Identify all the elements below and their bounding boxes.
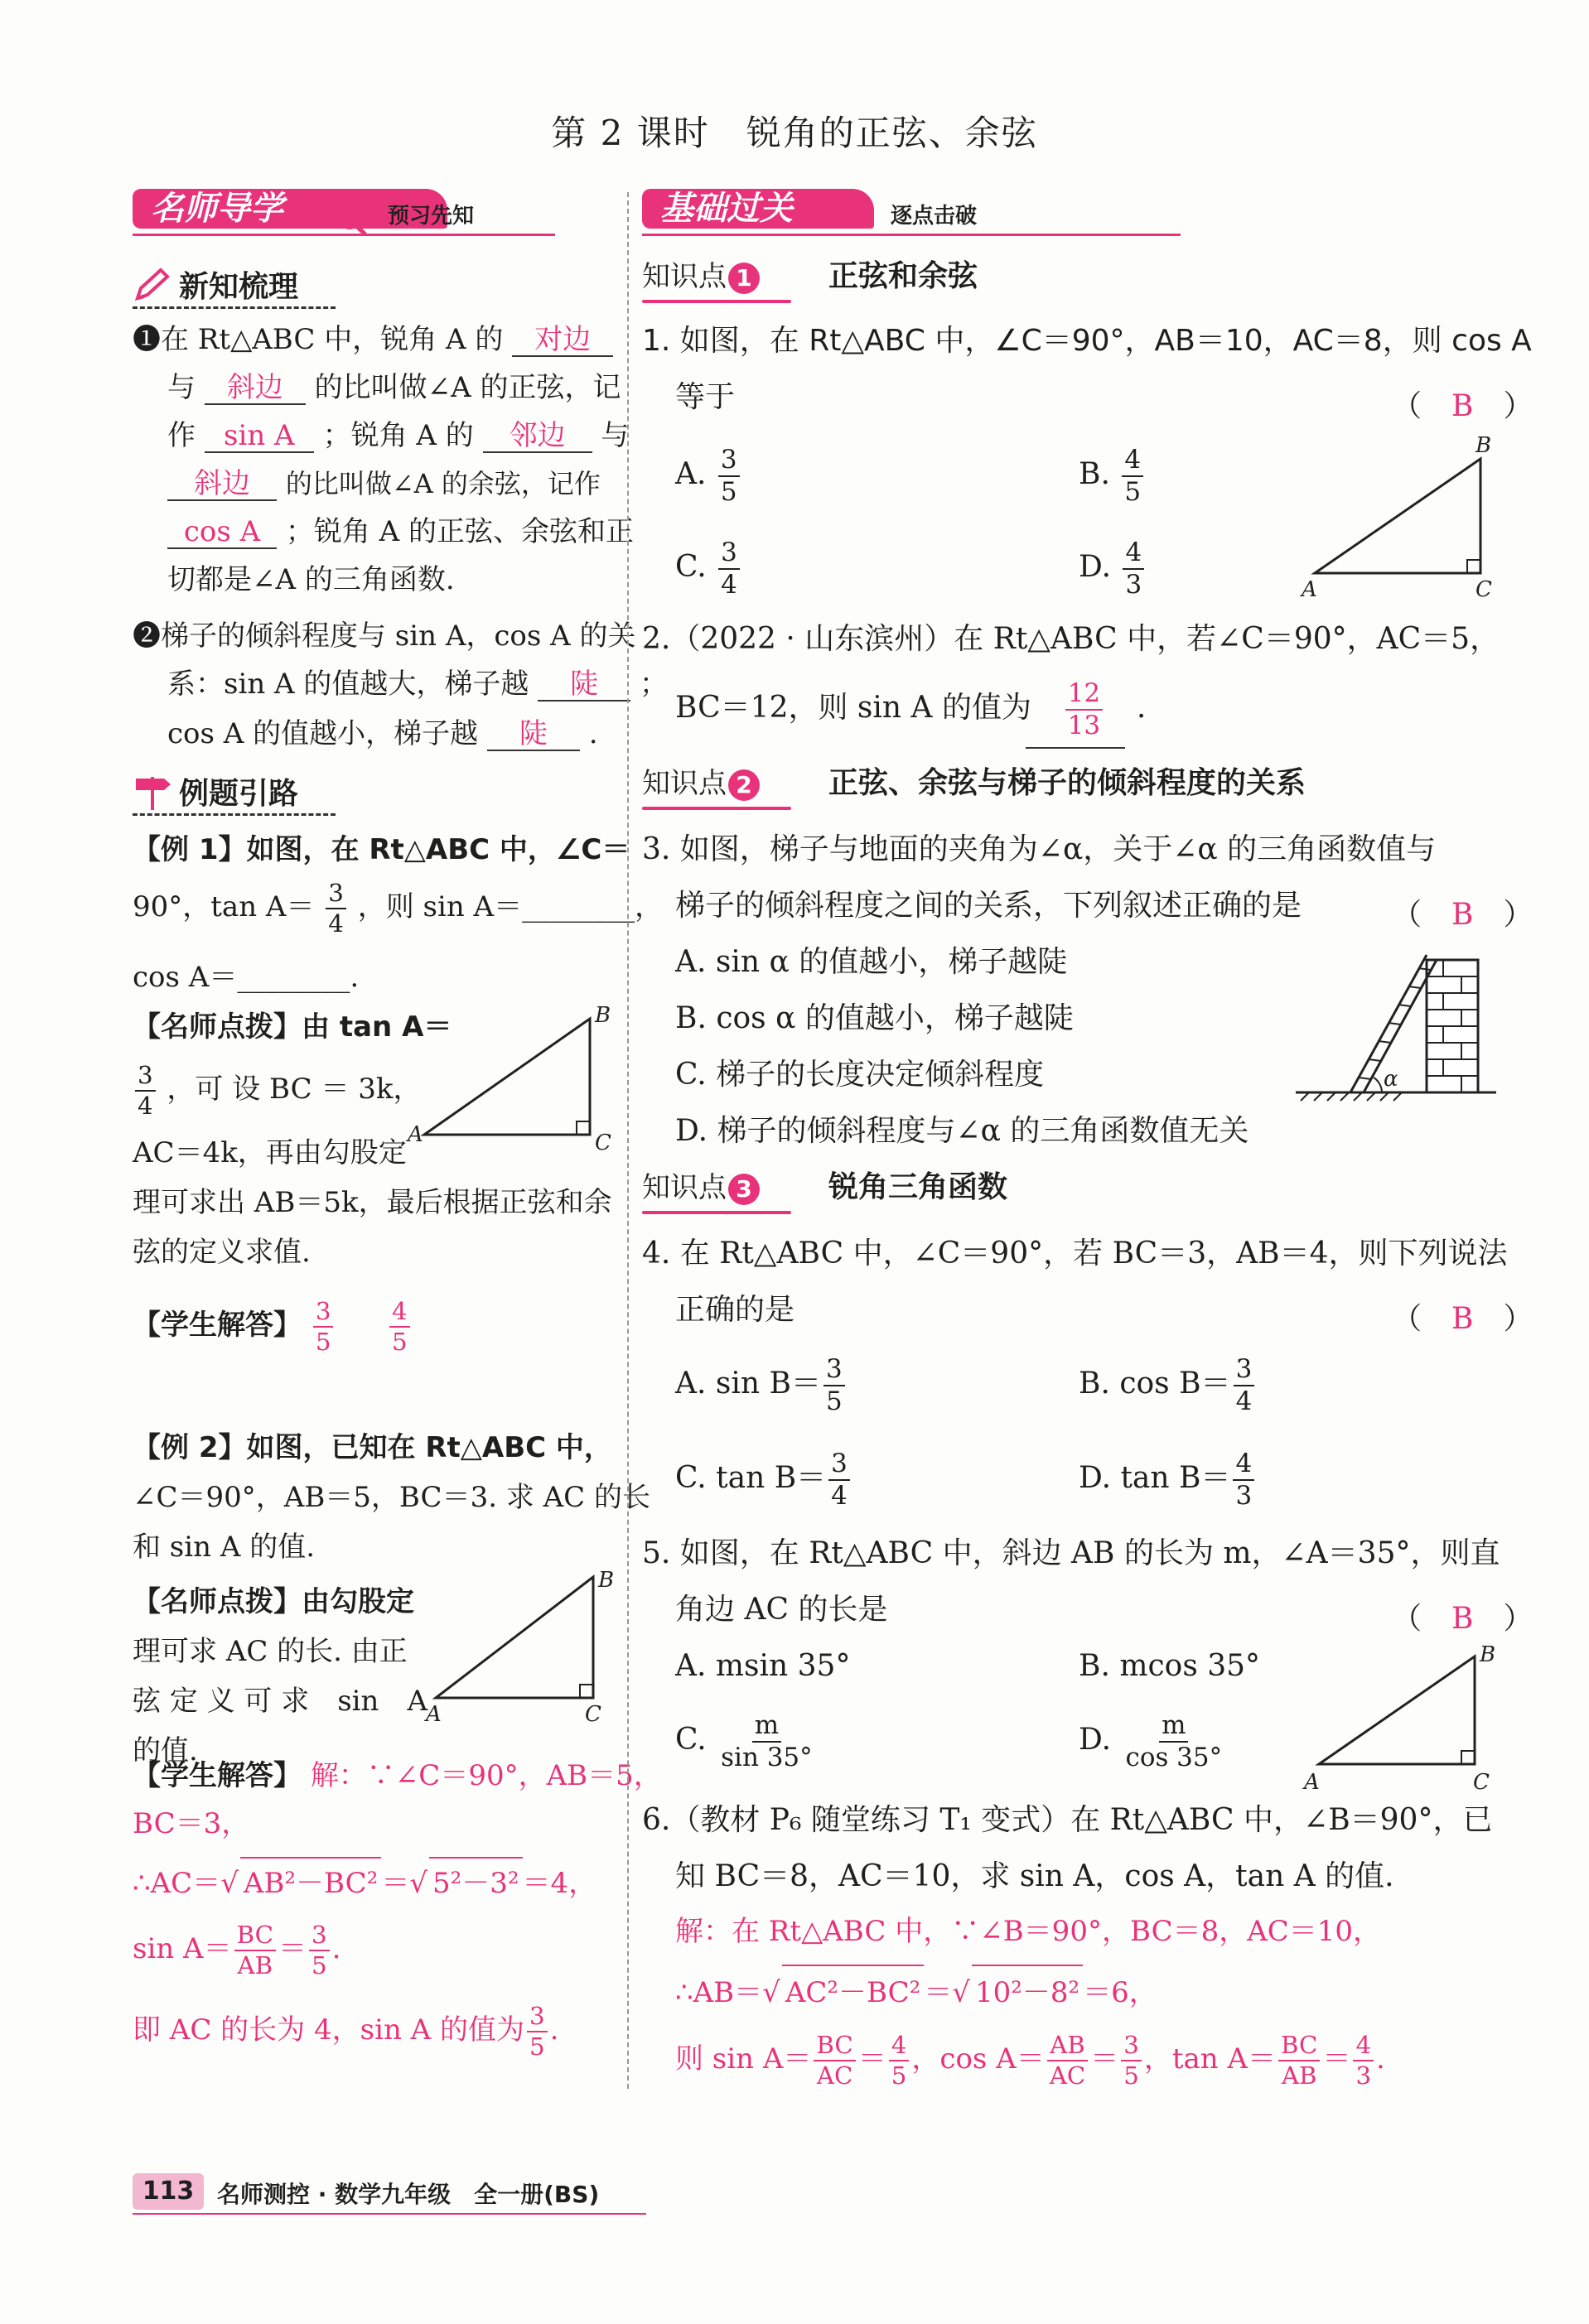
denominator: sin 35° xyxy=(721,1742,813,1772)
numerator: AB xyxy=(1047,2033,1088,2061)
denominator: 4 xyxy=(831,1480,848,1511)
q2-answer-fraction xyxy=(1065,678,1103,740)
q5-option-c xyxy=(675,1710,818,1772)
q2-line-1 xyxy=(642,613,1500,666)
vertex-label-b: B xyxy=(1480,1642,1496,1667)
frac-bc-ab xyxy=(1278,2030,1320,2090)
q6-line-2 xyxy=(675,1850,1394,1903)
sqrt-symbol: √ xyxy=(220,1867,239,1900)
kp-underline xyxy=(642,1211,791,1214)
triangle-figure-ex2 xyxy=(423,1565,621,1723)
triangle-figure-ex1 xyxy=(406,1002,613,1151)
q4-option-a xyxy=(675,1354,848,1416)
p2-line-1 xyxy=(133,611,636,661)
vertex-label-b: B xyxy=(595,1003,611,1028)
p2-line-2 xyxy=(167,659,668,709)
numerator: BC xyxy=(1278,2033,1320,2061)
hint1-line-4 xyxy=(133,1178,612,1227)
frac-bc-ac xyxy=(814,2030,855,2090)
frac-bc-ab xyxy=(234,1923,276,1978)
blank-hypotenuse-2: 斜边 xyxy=(167,470,277,501)
numerator: m xyxy=(752,1713,781,1743)
ex1-text: 【例 1】如图，在 Rt△ABC 中，∠C＝ xyxy=(133,833,630,866)
numerator: 4 xyxy=(1233,1451,1254,1481)
q5-option-d xyxy=(1079,1710,1227,1772)
vertex-label-b: B xyxy=(598,1568,615,1593)
ex1-tan-fraction xyxy=(326,881,346,936)
blank-sin-a: sin A xyxy=(205,422,314,453)
numerator: BC xyxy=(814,2033,855,2061)
p1-line-3 xyxy=(167,411,629,460)
radicand: AB²－BC² xyxy=(240,1857,381,1908)
p2-text: . xyxy=(588,717,598,750)
examples-heading-text: 例题引路 xyxy=(179,777,299,811)
q5-text: 5. 如图，在 Rt△ABC 中，斜边 AB 的长为 m，∠A＝35°，则直 xyxy=(642,1536,1500,1570)
q3-option-c xyxy=(675,1049,1044,1102)
knowledge-point-3 xyxy=(642,1169,1388,1216)
option-fraction xyxy=(718,1710,814,1772)
kp-tag xyxy=(642,258,760,295)
knowledge-point-1 xyxy=(642,258,1388,305)
column-divider xyxy=(627,192,629,2089)
p2-line-3 xyxy=(167,709,598,759)
hint2-line-3 xyxy=(133,1676,427,1726)
frac-4-5 xyxy=(889,2030,910,2090)
p2-text: ❷梯子的倾斜程度与 sin A，cos A 的关 xyxy=(133,620,636,653)
numerator: 3 xyxy=(828,1451,850,1481)
ex1-text: cos A＝________. xyxy=(133,961,360,994)
signpost-icon xyxy=(133,772,174,813)
student2-line-4: sin A＝ $\frac{BC}{AB}$ ＝ $\frac{3}{5}$ . xyxy=(133,1921,341,1980)
p1-text: 的比叫做∠A 的正弦，记 xyxy=(314,371,621,404)
q6-solution-line-2: ∴AB＝√ AC²－BC² ＝√ 10²－8² ＝6， xyxy=(675,1965,1157,2019)
vertex-label-c: C xyxy=(1473,1770,1490,1795)
triangle-figure-q5 xyxy=(1301,1640,1516,1797)
hint1-line-5 xyxy=(133,1227,311,1277)
numerator: m xyxy=(1159,1713,1188,1743)
numerator: 3 xyxy=(718,540,740,570)
numerator: 3 xyxy=(135,1063,156,1092)
student2-line-2 xyxy=(133,1799,249,1849)
kp-tag-text: 知识点 xyxy=(642,767,727,800)
blank-opposite-side: 对边 xyxy=(512,325,613,357)
footer-underline xyxy=(133,2213,646,2215)
pencil-icon xyxy=(133,267,172,303)
frac-3-5 xyxy=(309,1923,330,1978)
numerator: 3 xyxy=(823,1357,845,1386)
knowledge-point-2 xyxy=(642,765,1471,812)
option-text: B. mcos 35° xyxy=(1079,1649,1261,1683)
numerator: 4 xyxy=(1123,540,1144,570)
student2-text: ∴AC＝ xyxy=(133,1867,221,1900)
denominator: 4 xyxy=(721,569,737,600)
q4-option-c xyxy=(675,1451,852,1509)
student2-line-5: 即 AC 的长为 4，sin A 的值为 $\frac{3}{5}$ . xyxy=(133,2002,559,2061)
hint1-text: 弦的定义求值. xyxy=(133,1236,311,1269)
option-label: D. xyxy=(1079,1722,1112,1757)
q1-text: 1. 如图，在 Rt△ABC 中，∠C＝90°，AB＝10，AC＝8，则 cos A xyxy=(642,324,1532,358)
q1-text: 等于 xyxy=(675,380,736,414)
numerator: 4 xyxy=(389,1299,410,1328)
hint1-text: AC＝4k，再由勾股定 xyxy=(133,1136,407,1169)
vertex-label-a: A xyxy=(1302,577,1317,602)
denominator: AC xyxy=(816,2061,853,2090)
denominator: 5 xyxy=(392,1328,408,1356)
answer-letter: B xyxy=(1451,898,1474,932)
student1-answer xyxy=(133,1292,413,1358)
denominator: 5 xyxy=(529,2032,545,2061)
kp-tag xyxy=(642,1169,760,1206)
kp-number-badge: 3 xyxy=(728,1174,760,1205)
blank-steep-2: 陡 xyxy=(487,720,580,751)
left-banner-text: 名师导学 xyxy=(151,190,283,228)
answer-letter: B xyxy=(1451,1302,1474,1336)
left-banner-underline xyxy=(133,234,555,236)
right-section-header xyxy=(642,189,1181,237)
q2-answer-underline xyxy=(1026,747,1125,749)
q6-line-1 xyxy=(642,1794,1492,1847)
p1-line-6 xyxy=(167,555,455,605)
student-answer-label: 【学生解答】 xyxy=(133,1759,302,1792)
ex2-line-1 xyxy=(133,1423,612,1473)
blank-steep-1: 陡 xyxy=(538,670,630,702)
kp-title: 锐角三角函数 xyxy=(828,1170,1008,1204)
denominator: 5 xyxy=(720,476,737,507)
book-title: 名师测控 · 数学九年级 全一册(BS) xyxy=(217,2181,600,2208)
q2-text: 2.（2022 · 山东滨州）在 Rt△ABC 中，若∠C＝90°，AC＝5， xyxy=(642,622,1500,656)
p1-text: 与 xyxy=(167,371,196,404)
denominator: 4 xyxy=(1235,1386,1253,1416)
angle-alpha-label: α xyxy=(1384,1067,1398,1092)
frac-4-3 xyxy=(1353,2030,1374,2090)
student2-text: ＝4， xyxy=(522,1867,597,1900)
numerator: 3 xyxy=(1121,2033,1142,2061)
q6-solution-text: ，tan A＝ xyxy=(1143,2042,1277,2076)
hint2-text: 弦 定 义 可 求 sin A xyxy=(133,1685,428,1718)
hint1-fraction xyxy=(135,1061,156,1121)
q6-solution-text: 解：在 Rt△ABC 中，∵∠B＝90°，BC＝8，AC＝10， xyxy=(675,1915,1382,1948)
blank-cos-a: cos A xyxy=(167,518,277,549)
option-fraction xyxy=(823,1354,845,1416)
option-label: B. cos B＝ xyxy=(1079,1366,1231,1401)
option-text: A. sin α 的值越小，梯子越陡 xyxy=(675,945,1068,979)
answer-cos-a xyxy=(389,1296,410,1356)
hint2-text: 理可求 AC 的长. 由正 xyxy=(133,1635,408,1668)
q4-text: 4. 在 Rt△ABC 中，∠C＝90°，若 BC＝3，AB＝4，则下列说法 xyxy=(642,1237,1508,1270)
frac-ab-ac xyxy=(1047,2030,1088,2090)
numerator: 3 xyxy=(313,1299,334,1328)
hint1-line-2 xyxy=(133,1061,422,1121)
numerator: 3 xyxy=(326,881,346,909)
q4-answer: （ B ） xyxy=(1392,1302,1533,1336)
denominator: 3 xyxy=(1235,1480,1253,1511)
examples-heading xyxy=(133,770,336,820)
vertex-label-c: C xyxy=(595,1131,611,1151)
option-label: C. xyxy=(675,549,707,584)
q4-text: 正确的是 xyxy=(675,1293,795,1327)
option-text: A. msin 35° xyxy=(675,1649,851,1683)
denominator: 5 xyxy=(891,2061,907,2090)
option-fraction xyxy=(718,540,740,598)
denominator: 5 xyxy=(1123,2061,1139,2090)
kp-title: 正弦、余弦与梯子的倾斜程度的关系 xyxy=(828,766,1306,800)
hint2-line-2 xyxy=(133,1627,408,1676)
new-knowledge-heading xyxy=(133,263,336,313)
student2-line-3: ∴AC＝√ AB²－BC² ＝√ 5²－3² ＝4， xyxy=(133,1857,596,1908)
student2-text: 解：∵∠C＝90°，AB＝5， xyxy=(310,1759,662,1792)
vertex-label-b: B xyxy=(1476,433,1492,458)
q4-option-d xyxy=(1079,1451,1257,1509)
blank-hypotenuse: 斜边 xyxy=(205,374,306,405)
option-fraction xyxy=(1123,540,1144,598)
hint1-text: 【名师点拨】由 tan A＝ xyxy=(133,1010,452,1044)
option-text: B. cos α 的值越小，梯子越陡 xyxy=(675,1001,1074,1035)
numerator: 4 xyxy=(1353,2033,1374,2061)
student2-text: sin A＝ xyxy=(133,1932,232,1966)
q5-line-1 xyxy=(642,1527,1500,1580)
q3-text: 3. 如图，梯子与地面的夹角为∠α，关于∠α 的三角函数值与 xyxy=(642,832,1437,866)
option-text: C. 梯子的长度决定倾斜程度 xyxy=(675,1058,1045,1092)
p2-text: ； xyxy=(640,668,669,701)
student-answer-label: 【学生解答】 xyxy=(133,1309,302,1342)
p1-text: 的比叫做∠A 的余弦，记作 xyxy=(285,468,601,499)
numerator: 3 xyxy=(527,2004,548,2032)
numerator: 3 xyxy=(309,1923,330,1951)
denominator: 3 xyxy=(1355,2061,1372,2090)
denominator: 4 xyxy=(328,909,344,938)
frac-3-5 xyxy=(527,2004,548,2059)
option-label: A. xyxy=(675,456,707,491)
right-banner-subtitle: 逐点击破 xyxy=(891,204,978,229)
numerator: 3 xyxy=(718,447,740,477)
kp-tag xyxy=(642,765,760,802)
q1-option-d xyxy=(1079,540,1147,598)
q1-line-2 xyxy=(675,371,735,424)
p1-text: 与 xyxy=(601,419,630,452)
hint1-line-1 xyxy=(133,1002,452,1052)
p2-text: 系：sin A 的值越大，梯子越 xyxy=(167,668,529,701)
p1-line-2 xyxy=(167,363,621,412)
denominator: 5 xyxy=(1124,476,1142,507)
vertex-label-a: A xyxy=(426,1702,442,1723)
hint2-text: 【名师点拨】由勾股定 xyxy=(133,1585,414,1618)
sqrt-symbol: √ xyxy=(762,1976,780,2009)
q6-solution-line-1 xyxy=(675,1905,1381,1958)
hint1-line-3 xyxy=(133,1128,407,1178)
q5-answer: （ B ） xyxy=(1392,1602,1533,1636)
new-knowledge-heading-text: 新知梳理 xyxy=(179,270,299,304)
option-text: D. 梯子的倾斜程度与∠α 的三角函数值无关 xyxy=(675,1114,1249,1148)
kp-number-badge: 1 xyxy=(728,263,760,294)
q5-line-2 xyxy=(675,1584,887,1637)
ex2-text: ∠C＝90°，AB＝5，BC＝3. 求 AC 的长 xyxy=(133,1481,650,1514)
q3-line-1 xyxy=(642,823,1436,876)
option-label: A. sin B＝ xyxy=(675,1366,821,1401)
option-fraction xyxy=(828,1451,850,1509)
numerator: 4 xyxy=(889,2033,910,2061)
option-label: C. xyxy=(675,1722,707,1757)
footer xyxy=(133,2168,646,2215)
magnifier-icon xyxy=(336,207,369,237)
page-title: 第 2 课时 锐角的正弦、余弦 xyxy=(551,113,1038,153)
q4-line-2 xyxy=(675,1284,794,1337)
ex1-text: 90°，tan A＝ xyxy=(133,890,315,924)
hint2-line-1 xyxy=(133,1577,414,1627)
denominator: AB xyxy=(1281,2061,1317,2090)
p1-text: 切都是∠A 的三角函数. xyxy=(167,563,455,596)
kp-tag-text: 知识点 xyxy=(642,1171,727,1204)
q1-option-b xyxy=(1079,447,1146,505)
left-section-header xyxy=(133,189,555,237)
denominator: 5 xyxy=(315,1328,331,1356)
target-icon xyxy=(838,195,871,229)
radicand: 10²－8² xyxy=(972,1965,1083,2019)
p1-line-4 xyxy=(167,459,601,509)
left-banner-subtitle: 预习先知 xyxy=(388,204,475,229)
vertex-label-c: C xyxy=(585,1702,601,1723)
blank-adjacent-side: 邻边 xyxy=(483,422,592,453)
numerator: BC xyxy=(234,1923,276,1951)
denominator: 5 xyxy=(825,1386,843,1416)
frac-3-5 xyxy=(1121,2030,1142,2090)
answer-letter: B xyxy=(1451,1602,1474,1636)
ladder-wall-figure xyxy=(1292,940,1500,1106)
denominator: cos 35° xyxy=(1125,1742,1223,1772)
ex1-line-3 xyxy=(133,952,359,1002)
option-label: B. xyxy=(1079,456,1110,491)
q5-option-b xyxy=(1079,1640,1260,1693)
ex2-line-2 xyxy=(133,1473,650,1522)
vertex-label-a: A xyxy=(408,1122,423,1147)
q5-text: 角边 AC 的长是 xyxy=(675,1593,888,1627)
option-fraction xyxy=(1122,447,1143,505)
q3-option-d xyxy=(675,1105,1248,1158)
heading-dashed-underline xyxy=(133,813,336,816)
option-fraction xyxy=(1234,1354,1255,1416)
ex1-line-1 xyxy=(133,825,630,875)
q1-answer: （ B ） xyxy=(1392,389,1533,423)
right-banner-text: 基础过关 xyxy=(660,190,793,228)
numerator: 4 xyxy=(1122,447,1143,477)
vertex-label-a: A xyxy=(1304,1770,1320,1795)
radicand: AC²－BC² xyxy=(782,1965,924,2019)
kp-title: 正弦和余弦 xyxy=(828,259,978,293)
q6-solution-text: ，cos A＝ xyxy=(911,2042,1045,2076)
q3-answer: （ B ） xyxy=(1392,898,1533,932)
denominator: 4 xyxy=(138,1092,153,1121)
numerator: 3 xyxy=(1234,1357,1255,1386)
option-fraction xyxy=(718,447,740,505)
denominator: 13 xyxy=(1067,710,1101,740)
q6-solution-text: ＝6， xyxy=(1083,1976,1157,2009)
p2-text: cos A 的值越小，梯子越 xyxy=(167,717,479,750)
kp-number-badge: 2 xyxy=(728,769,760,801)
q3-option-a xyxy=(675,936,1067,989)
ex2-line-3 xyxy=(133,1522,315,1572)
kp-tag-text: 知识点 xyxy=(642,260,727,293)
student2-text: 即 AC 的长为 4，sin A 的值为 xyxy=(133,2013,525,2047)
hint1-text: 理可求出 AB＝5k，最后根据正弦和余 xyxy=(133,1186,612,1219)
denominator: AC xyxy=(1049,2061,1086,2090)
p1-text: ❶在 Rt△ABC 中，锐角 A 的 xyxy=(133,323,504,356)
ex1-line-2 xyxy=(133,881,663,936)
radicand: 5²－3² xyxy=(429,1857,523,1908)
q6-text: 6.（教材 P₆ 随堂练习 T₁ 变式）在 Rt△ABC 中，∠B＝90°，已 xyxy=(642,1803,1493,1837)
q2-text: BC＝12，则 sin A 的值为 xyxy=(675,690,1031,725)
kp-underline xyxy=(642,300,791,303)
q6-solution-text: ∴AB＝ xyxy=(675,1976,763,2009)
student2-line-1 xyxy=(133,1751,662,1801)
answer-sin-a xyxy=(313,1296,334,1356)
denominator: AB xyxy=(237,1951,273,1980)
denominator: 5 xyxy=(312,1951,327,1980)
option-fraction xyxy=(1123,1710,1224,1772)
p1-line-1 xyxy=(133,315,613,364)
p1-text: ；锐角 A 的 xyxy=(322,419,474,452)
ex2-text: 【例 2】如图，已知在 Rt△ABC 中， xyxy=(133,1431,612,1464)
option-label: C. tan B＝ xyxy=(675,1460,827,1495)
q6-text: 知 BC＝8，AC＝10，求 sin A，cos A，tan A 的值. xyxy=(675,1859,1394,1893)
q1-option-c xyxy=(675,540,742,598)
q4-option-b xyxy=(1079,1354,1257,1416)
denominator: 3 xyxy=(1125,569,1142,600)
q1-line-1 xyxy=(642,315,1532,368)
right-banner-underline xyxy=(642,234,1181,236)
vertex-label-c: C xyxy=(1476,577,1492,602)
q3-option-b xyxy=(675,992,1074,1045)
q3-text: 梯子的倾斜程度之间的关系，下列叙述正确的是 xyxy=(675,889,1302,923)
answer-letter: B xyxy=(1451,389,1474,423)
q2-line-2: BC＝12，则 sin A 的值为 $\frac{12}{13}$ . xyxy=(675,678,1147,740)
p1-text: ；锐角 A 的正弦、余弦和正 xyxy=(285,515,634,548)
student2-text: BC＝3， xyxy=(133,1807,250,1840)
q1-option-a xyxy=(675,447,742,505)
q6-solution-text: 则 sin A＝ xyxy=(675,2042,812,2076)
q3-line-2 xyxy=(675,880,1302,933)
page-number: 113 xyxy=(142,2177,195,2206)
hint2-text: 的值. xyxy=(133,1734,198,1767)
page-number-badge xyxy=(133,2173,204,2210)
p1-line-5 xyxy=(167,507,634,557)
numerator: 12 xyxy=(1065,681,1103,711)
ex1-text: ，则 sin A＝________， xyxy=(357,890,664,924)
q5-option-a xyxy=(675,1640,850,1693)
option-label: D. xyxy=(1079,549,1112,584)
option-label: D. tan B＝ xyxy=(1079,1460,1231,1495)
kp-underline xyxy=(642,807,791,810)
heading-dashed-underline xyxy=(133,306,336,309)
option-fraction xyxy=(1233,1451,1254,1509)
hint1-text: ，可 设 BC ＝ 3k， xyxy=(167,1073,422,1107)
q6-solution-line-3: 则 sin A＝ $\frac{BC}{AC}$ ＝ $\frac{4}{5}$ ，cos A＝ $\frac{AB}{AC}$ ＝ $\frac{3}{5}$ ，tan A＝ $\frac{BC}{AB}$ ＝ $\frac{4}{3}$ . xyxy=(675,2030,1385,2090)
p1-text: 作 xyxy=(167,419,196,452)
q2-answer-blank xyxy=(1041,678,1127,740)
q4-line-1 xyxy=(642,1227,1508,1280)
ex2-text: 和 sin A 的值. xyxy=(133,1531,316,1564)
triangle-figure-q1 xyxy=(1297,431,1512,605)
